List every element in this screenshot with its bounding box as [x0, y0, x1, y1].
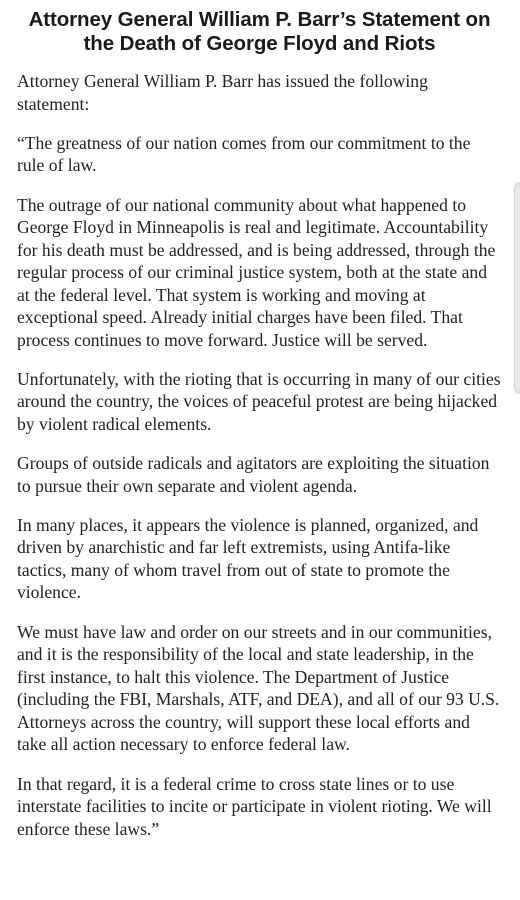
- article-paragraph: Unfortunately, with the rioting that is occurring in many of our cities around the country, the voices of peaceful protest are being hijacked by violent radical elements.: [17, 368, 501, 434]
- edge-scroll-handle[interactable]: [514, 182, 520, 394]
- article-paragraph: Attorney General William P. Barr has issued the following statement:: [17, 71, 428, 114]
- article-paragraph: In that regard, it is a federal crime to cross state lines or to use interstate facilities to incite or participate in violent rioting. We will enforce these laws.”: [17, 773, 492, 839]
- article-paragraph: In many places, it appears the violence is planned, organized, and driven by anarchistic and far left extremists, using Antifa-like tactics, many of whom travel from out of state to promote the violence.: [17, 514, 479, 603]
- article-paragraph: Groups of outside radicals and agitators are exploiting the situation to pursue their own separate and violent agenda.: [17, 453, 490, 496]
- article-paragraph: “The greatness of our nation comes from our commitment to the rule of law.: [17, 132, 471, 176]
- article-paragraph: The outrage of our national community about what happened to George Floyd in Minneapolis is real and legitimate. Accountability for his death must be addressed, and is being addressed, through the regular process of our criminal justice system, both at the state and at the federal level. That system is working and moving at exceptional speed. Already initial charges have been filed. That process continues to move forward. Justice will be served.: [17, 194, 496, 350]
- article-title: Attorney General William P. Barr’s Statement on the Death of George Floyd and Riots: [28, 8, 491, 55]
- article-paragraph: We must have law and order on our streets and in our communities, and it is the responsibility of the local and state leadership, in the first instance, to halt this violence. The Department of Justice (including the FBI, Marshals, ATF, and DEA), and all of our 93 U.S. Attorneys across the country, will support these local efforts and take all action necessary to enforce federal law.: [17, 621, 500, 755]
